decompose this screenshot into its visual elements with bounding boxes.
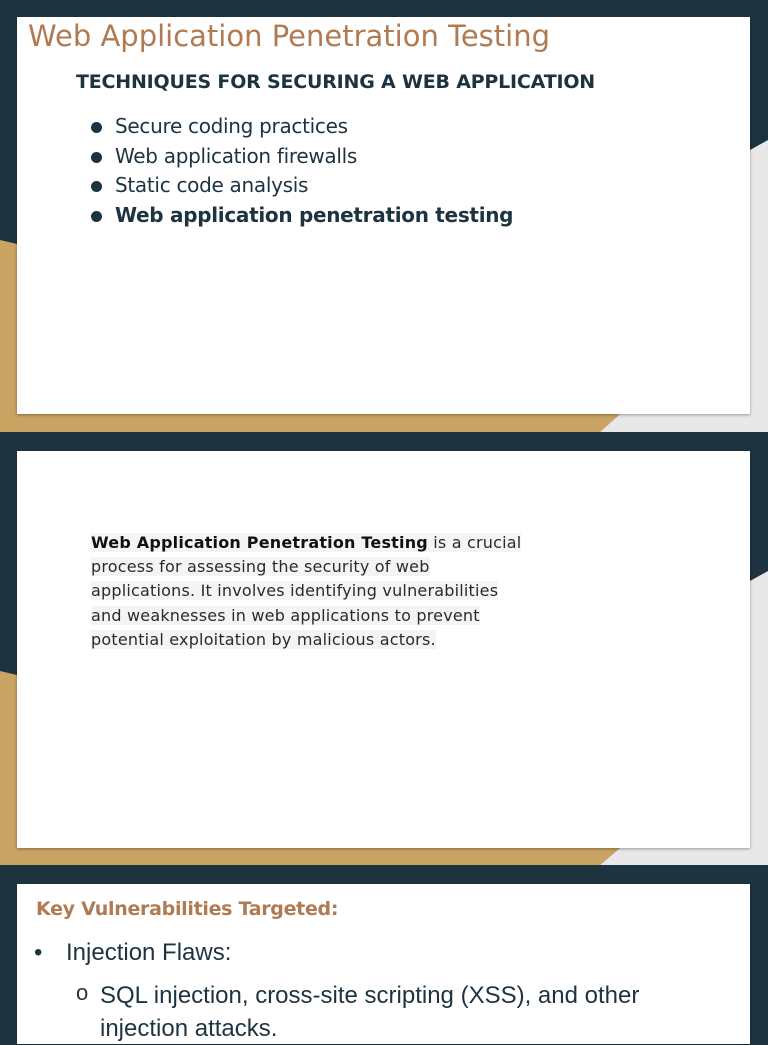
- slide-title: Web Application Penetration Testing: [28, 19, 550, 53]
- bullet-icon: [91, 122, 102, 133]
- bullet-icon: [91, 211, 102, 222]
- list-item: Web application firewalls: [89, 142, 513, 172]
- slide-3: [17, 884, 750, 1044]
- sub-list-item: o SQL injection, cross-site scripting (XSS), and other injection attacks.: [76, 979, 716, 1045]
- definition-term: Web Application Penetration Testing: [91, 533, 428, 552]
- sub-bullet-icon: o: [76, 980, 89, 1005]
- slide-1: [17, 17, 750, 414]
- technique-list: [89, 112, 513, 230]
- list-item: Secure coding practices: [89, 112, 513, 142]
- section-heading: Key Vulnerabilities Targeted:: [36, 898, 339, 920]
- slide-2: [17, 451, 750, 848]
- slide-subtitle: TECHNIQUES FOR SECURING A WEB APPLICATION: [76, 71, 595, 93]
- list-item-highlighted: Web application penetration testing: [89, 201, 513, 231]
- list-item: • Injection Flaws:: [34, 939, 232, 966]
- bullet-icon: [91, 152, 102, 163]
- bullet-icon: [91, 181, 102, 192]
- definition-paragraph: Web Application Penetration Testing is a crucial process for assessing the security of web applications. It involves identifying vulnerabilities and weaknesses in web applications to prevent potential exploitation by malicious actors.: [91, 533, 522, 649]
- list-item: Static code analysis: [89, 171, 513, 201]
- bullet-icon: •: [34, 939, 43, 966]
